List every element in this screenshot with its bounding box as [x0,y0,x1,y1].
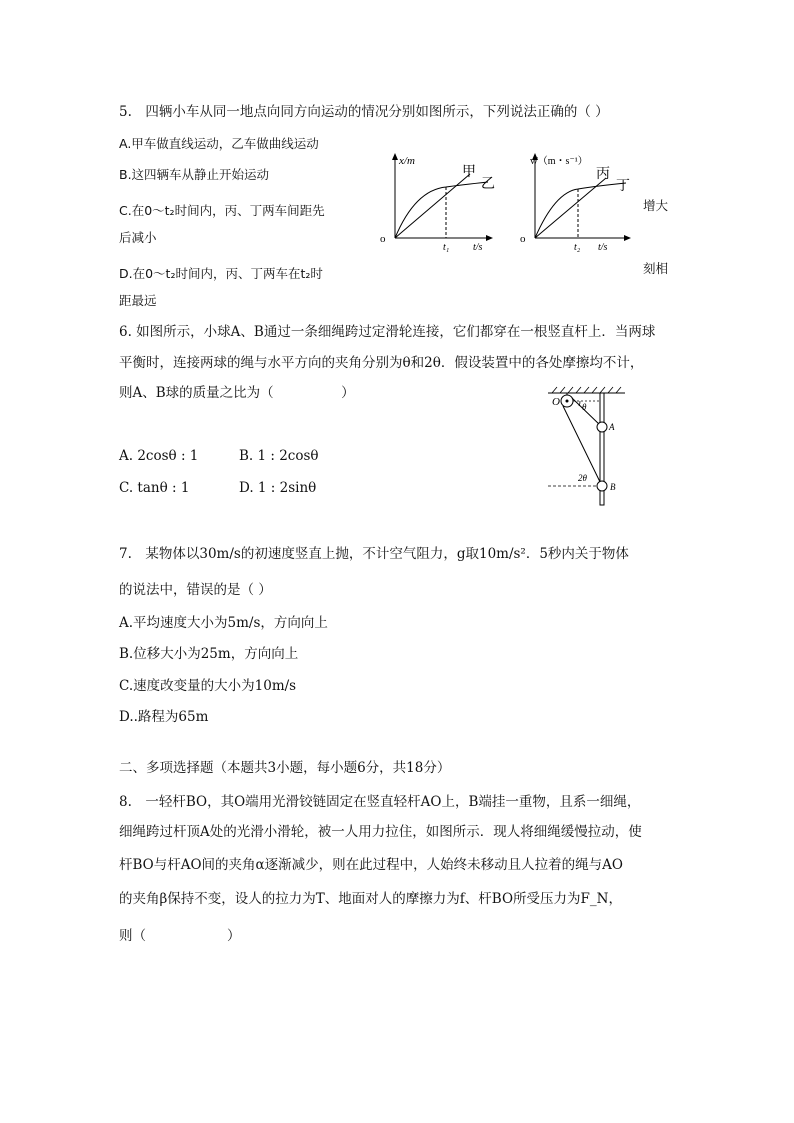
q8-line2: 细绳跨过杆顶A处的光滑小滑轮，被一人用力拉住，如图所示．现人将细绳缓慢拉动，使 [119,824,642,840]
q6-option-b: B. 1 : 2cosθ [239,448,319,464]
q7-option-d: D..路程为65m [119,709,209,725]
q5-option-b: B.这四辆车从静止开始运动 [119,167,270,182]
q7-option-c: C.速度改变量的大小为10m/s [119,678,297,694]
q8-line4: 的夹角β保持不变，设人的拉力为T、地面对人的摩擦力为f、杆BO所受压力为F_N， [119,891,622,907]
q5-option-d-line2: 距最远 [119,293,157,308]
q8-line1: 8. 一轻杆BO，其O端用光滑铰链固定在竖直轻杆AO上，B端挂一重物，且系一细绳， [119,794,641,810]
q6-option-d: D. 1 : 2sinθ [239,480,317,496]
q6-line1: 6. 如图所示，小球A、B通过一条细绳跨过定滑轮连接，它们都穿在一根竖直杆上．当两球 [119,324,656,340]
graph2-origin: o [520,233,526,245]
q5-option-c-line1: C.在0～t₂时间内，丙、丁两车间距先 [119,203,325,218]
q5-graph-xt [370,150,500,255]
q8-line5: 则（ ） [119,928,241,944]
q6-fig-theta: θ [582,402,587,412]
q6-fig-2theta: 2θ [578,473,587,483]
graph2-tick: t₂ [574,242,581,253]
q5-option-c-line2: 后减小 [119,230,157,245]
graph1-label-jia: 甲 [462,165,476,180]
q5-option-d-line1: D.在0～t₂时间内，丙、丁两车在t₂时 [119,266,323,281]
q6-fig-O: O [552,396,560,408]
graph1-origin: o [380,233,386,245]
graph1-ylabel: x/m [399,155,415,167]
q7-line2: 的说法中，错误的是（ ） [119,582,272,598]
q5-graph-vt [510,150,640,255]
q6-option-c: C. tanθ : 1 [119,480,190,496]
q5-option-a: A.甲车做直线运动，乙车做曲线运动 [119,136,319,151]
graph2-label-bing: 丙 [596,167,610,182]
section-2-heading: 二、多项选择题（本题共3小题，每小题6分，共18分） [119,760,451,776]
q6-line3: 则A、B球的质量之比为（ ） [119,385,355,401]
q7-line1: 7. 某物体以30m/s的初速度竖直上抛，不计空气阻力，g取10m/s²．5秒内关于物体 [119,546,629,562]
graph2-xlabel: t/s [598,242,608,253]
q6-pulley-figure [540,385,640,507]
q6-fig-A: A [609,422,615,432]
graph1-label-yi: 乙 [481,177,495,192]
graph2-ylabel: v/（m・s⁻¹） [530,156,588,167]
q5-side-text-2: 刻相 [643,261,669,276]
q6-option-a: A. 2cosθ : 1 [119,448,199,464]
q7-option-a: A.平均速度大小为5m/s，方向向上 [119,615,328,631]
q7-option-b: B.位移大小为25m，方向向上 [119,646,299,662]
graph1-tick: t₁ [443,242,450,253]
q6-fig-B: B [610,482,616,492]
graph1-xlabel: t/s [473,242,483,253]
q8-line3: 杆BO与杆AO间的夹角α逐渐减少，则在此过程中，人始终未移动且人拉着的绳与AO [119,857,623,873]
q5-side-text-1: 增大 [643,198,669,213]
q6-line2: 平衡时，连接两球的绳与水平方向的夹角分别为θ和2θ．假设装置中的各处摩擦均不计， [119,355,644,371]
q5-stem: 5. 四辆小车从同一地点向同方向运动的情况分别如图所示，下列说法正确的（ ） [119,104,609,120]
graph2-label-ding: 丁 [616,179,630,194]
